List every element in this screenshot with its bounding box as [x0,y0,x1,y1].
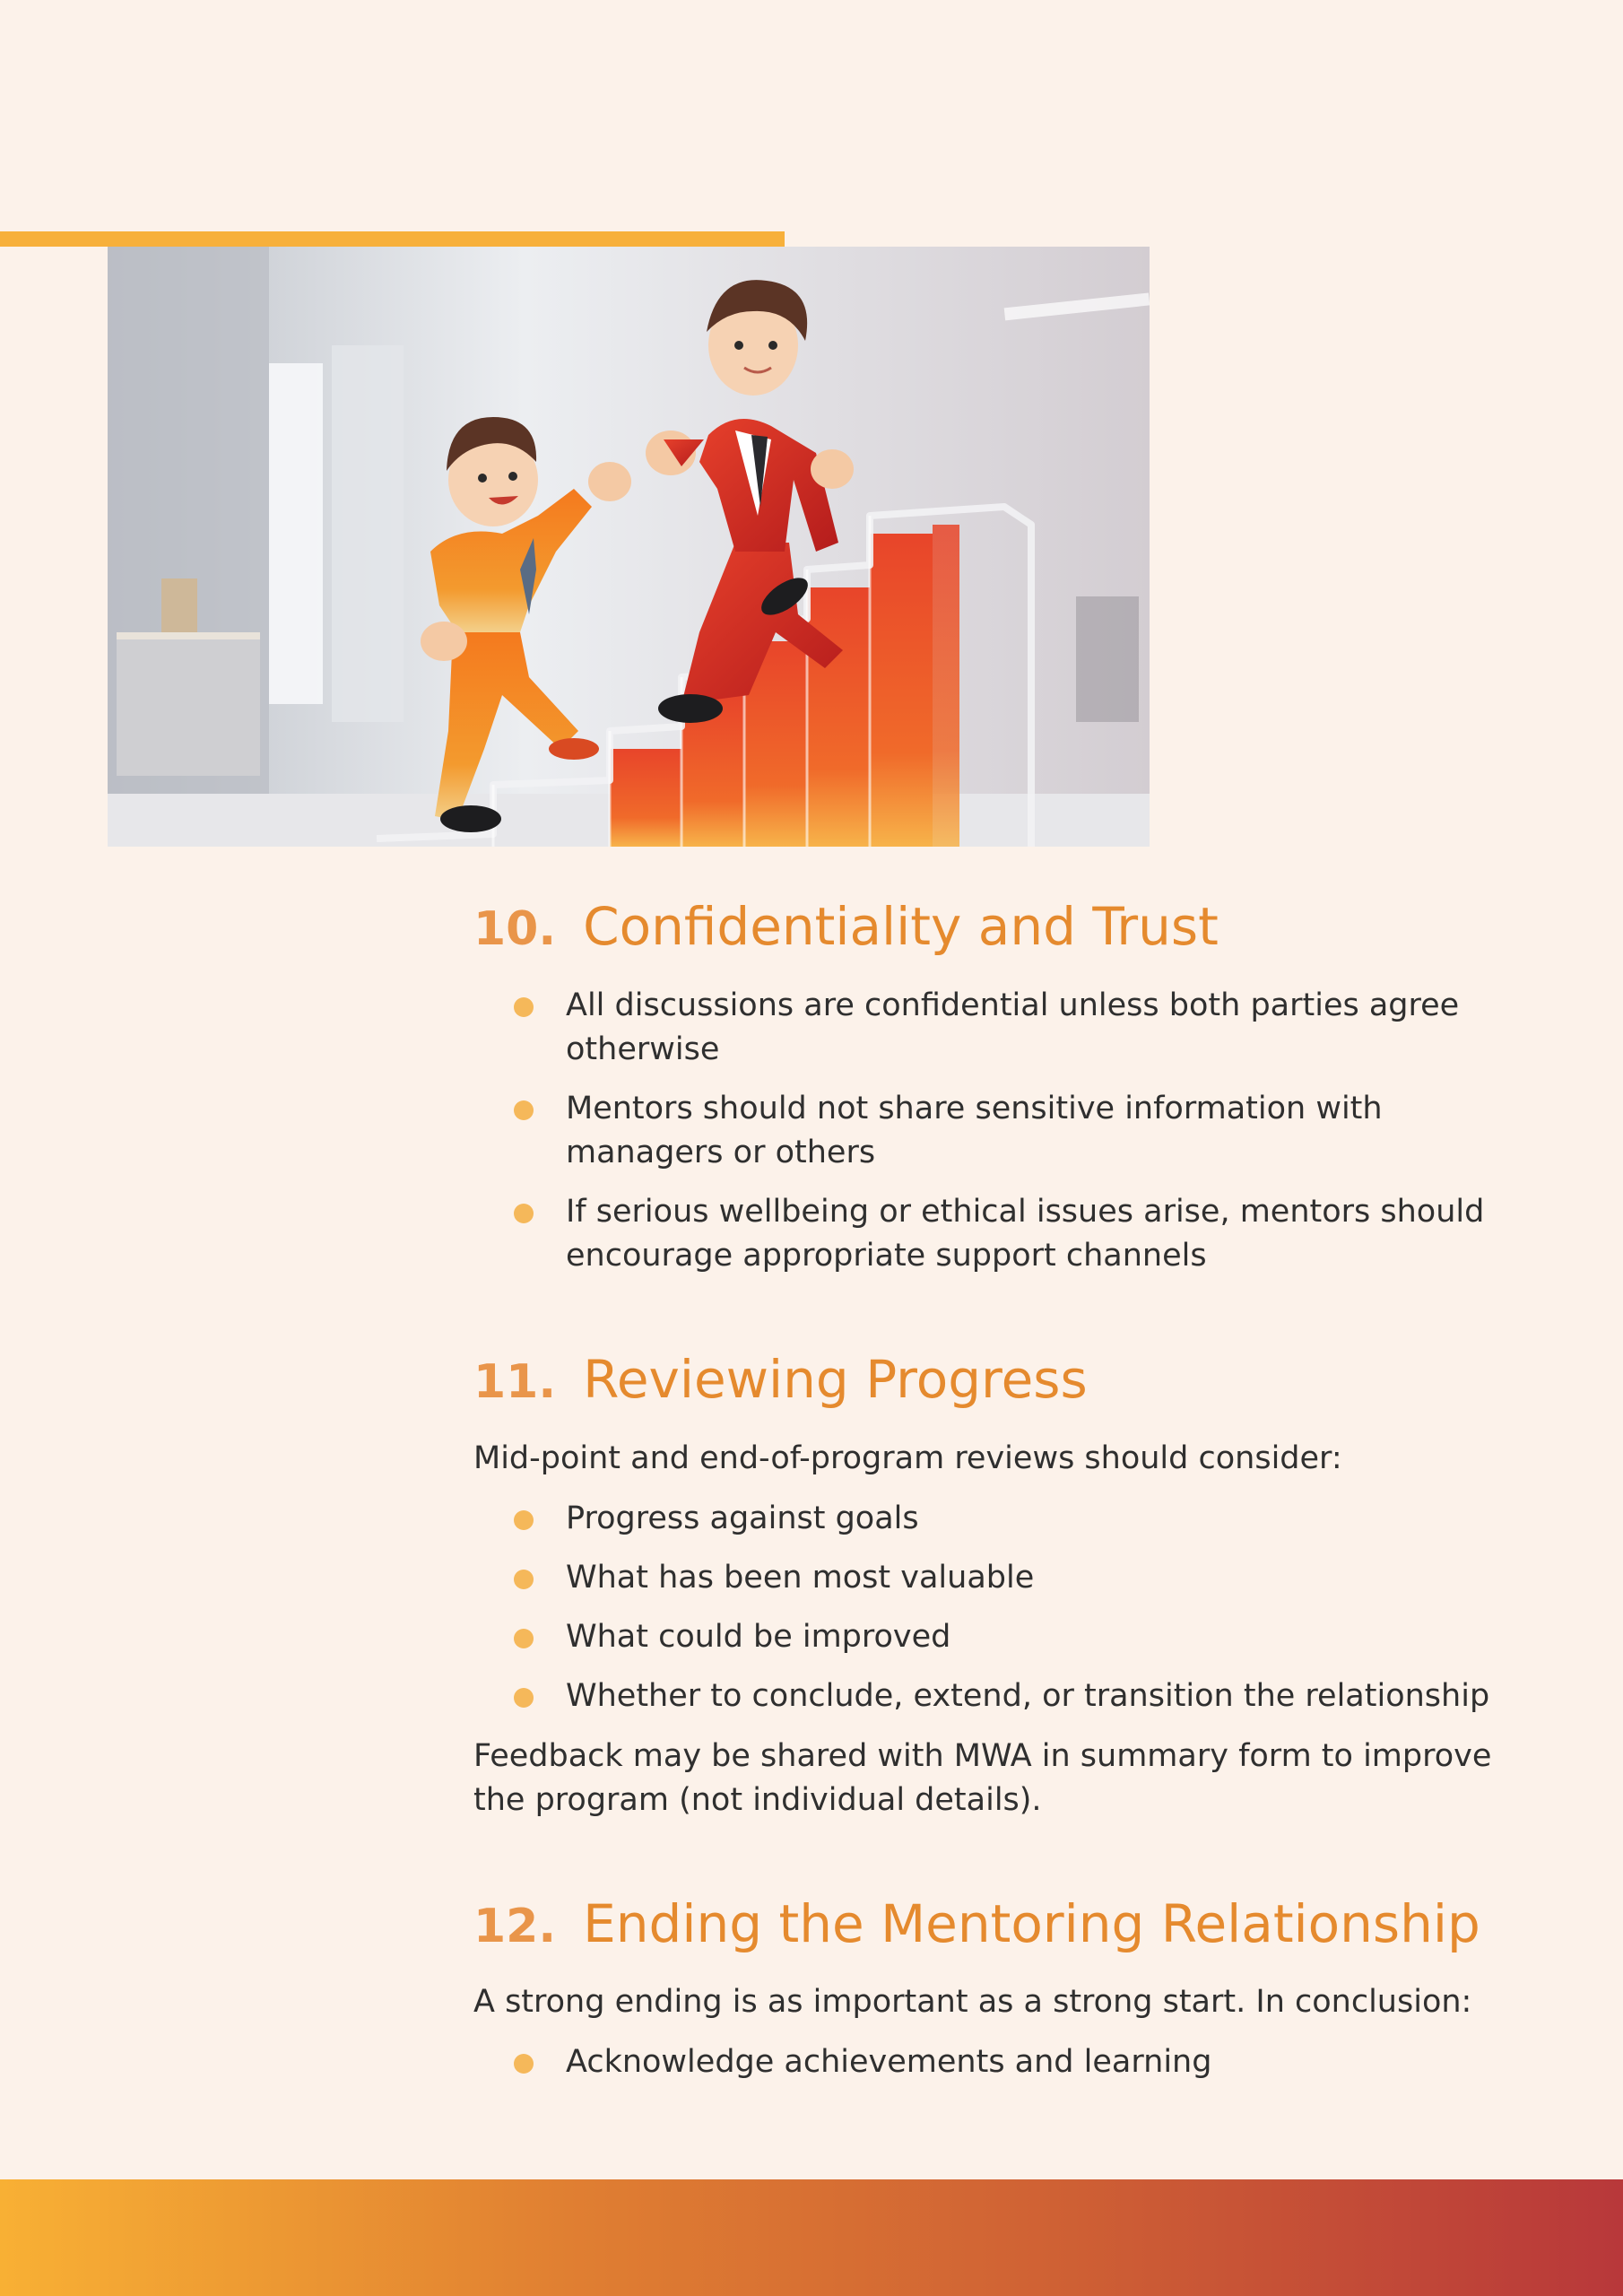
footer-gradient-bar [0,2179,1623,2296]
list-item: Mentors should not share sensitive information with managers or others [473,1087,1496,1175]
list-item: What has been most valuable [473,1556,1496,1600]
main-content [473,897,1496,2156]
section-number: 12. [473,1899,557,1953]
bullet-list [473,984,1496,1278]
list-item: What could be improved [473,1615,1496,1659]
section-heading [473,897,1496,957]
section-heading [473,1350,1496,1410]
bullet-list [473,2040,1496,2084]
list-item: Acknowledge achievements and learning [473,2040,1496,2084]
section-title: Confidentiality and Trust [583,896,1219,957]
hero-image-mentoring-figures [108,247,1150,847]
section-heading [473,1894,1496,1954]
section-intro: A strong ending is as important as a strong start. In conclusion: [473,1984,1472,2021]
top-accent-bar [0,231,785,247]
section-outro: Feedback may be shared with MWA in summary form to improve the program (not individual details). [473,1737,1492,1818]
section-ending-relationship [473,1894,1496,2085]
section-number: 11. [473,1354,557,1409]
bullet-list [473,1497,1496,1718]
section-number: 10. [473,902,557,956]
list-item: Whether to conclude, extend, or transition the relationship [473,1674,1496,1718]
section-intro: Mid-point and end-of-program reviews should consider: [473,1439,1342,1476]
section-reviewing-progress [473,1350,1496,1822]
section-title: Ending the Mentoring Relationship [583,1892,1480,1954]
list-item: All discussions are confidential unless both parties agree otherwise [473,984,1496,1072]
section-confidentiality [473,897,1496,1278]
list-item: Progress against goals [473,1497,1496,1541]
list-item: If serious wellbeing or ethical issues arise, mentors should encourage appropriate support channels [473,1190,1496,1278]
section-title: Reviewing Progress [583,1348,1088,1410]
